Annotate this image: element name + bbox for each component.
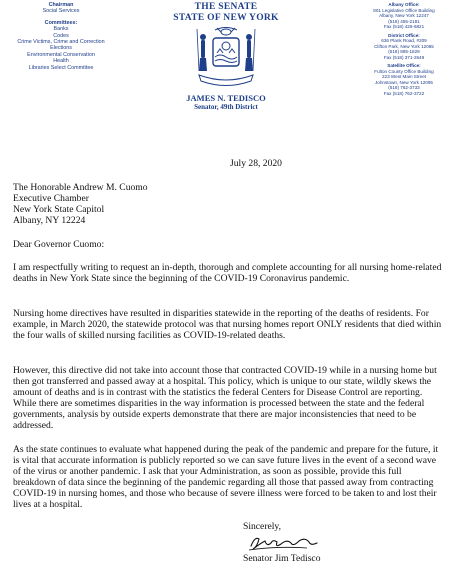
committee-item: Environmental Conservation xyxy=(27,51,95,58)
chairman-heading: Chairman xyxy=(48,2,74,8)
office-line: 636 Plank Road, #209 xyxy=(381,38,427,43)
office-line: Johnstown, New York 12095 xyxy=(375,79,433,85)
committee-item: Banks xyxy=(53,26,69,33)
closing: Sincerely, xyxy=(243,521,282,532)
committee-item: Health xyxy=(53,58,69,65)
letterhead-center xyxy=(138,2,314,111)
paragraph-2: Nursing home directives have resulted in disparities statewide in the reporting of the deaths of residents. For example, in March 2020, the statewide protocol was that nursing homes report ONLY residents that died within the four walls of skilled nursing facilities as COVID-19-related deaths. xyxy=(13,308,442,341)
letterhead-committees xyxy=(2,2,120,71)
senator-district: Senator, 49th District xyxy=(194,103,258,111)
letterhead-offices xyxy=(356,2,452,96)
district-office-heading: District Office: xyxy=(388,32,420,38)
committee-item: Codes xyxy=(53,32,69,39)
office-line: (518) 455-2181 xyxy=(388,18,420,24)
senator-name: JAMES N. TEDISCO xyxy=(186,93,266,103)
letter-date: July 28, 2020 xyxy=(230,158,282,169)
office-line: Albany, New York 12247 xyxy=(379,13,429,18)
handwritten-signature-icon xyxy=(247,533,321,553)
office-line: Fax (518) 426-6821 xyxy=(383,24,425,29)
state-title: STATE OF NEW YORK xyxy=(173,12,279,23)
recipient-line: The Honorable Andrew M. Cuomo xyxy=(13,182,148,193)
office-line: (518) 885-1829 xyxy=(388,49,420,54)
recipient-line: Albany, NY 12224 xyxy=(13,215,86,226)
office-line: 223 West Main Street xyxy=(381,74,427,79)
albany-office-heading: Albany Office: xyxy=(388,2,420,7)
paragraph-3: However, this directive did not take into account those that contracted COVID-19 while in a nursing home but then got transferred and passed away at a hospital. This policy, which is unique to our state, wildly skews the amount of deaths and is in contrast with the statistics the federal Centers for Disease Control are reporting. While there are sometimes disparities in the way information is processed between the state and the federal governments, analysis by outside experts demonstrate that there are major inconsistencies that need to be addressed. xyxy=(13,365,437,431)
recipient-line: Executive Chamber xyxy=(13,193,89,204)
state-seal-icon xyxy=(187,23,265,91)
signature-name: Senator Jim Tedisco xyxy=(243,553,321,564)
salutation: Dear Governor Cuomo: xyxy=(13,239,105,250)
recipient-line: New York State Capitol xyxy=(13,204,105,215)
paragraph-1: I am respectfully writing to request an in-depth, thorough and complete accounting for all nursing home-related deaths in New York State since the beginning of the COVID-19 Coronavirus pandemic. xyxy=(13,262,442,284)
paragraph-4: As the state continues to evaluate what happened during the peak of the pandemic and prepare for the future, it is vital that accurate information is publicly reported so we can save future lives in the event of a second wave of the virus or another pandemic. I ask that your Administration, as soon as possible, provide this full breakdown of data since the beginning of the pandemic regarding all those that passed away from contracting COVID-19 in nursing homes, and those who because of severe illness were forced to be taken to and lost their lives at a hospital. xyxy=(13,444,439,510)
committee-item: Elections xyxy=(50,45,72,52)
committee-item: Libraries Select Committee xyxy=(28,64,94,71)
office-line: (518) 762-3733 xyxy=(388,85,420,90)
chairman-item: Social Services xyxy=(42,8,80,15)
office-line: 801 Legislative Office Building xyxy=(373,7,435,13)
office-line: Fax (518) 371-2649 xyxy=(383,54,425,60)
committees-heading: Committees: xyxy=(44,19,78,26)
recipient-address xyxy=(13,182,443,226)
senate-title: THE SENATE xyxy=(194,2,258,12)
satellite-office-heading: Satellite Office: xyxy=(387,63,421,68)
signature-block xyxy=(243,521,321,564)
office-line: Clifton Park, New York 12065 xyxy=(374,43,434,49)
committee-item: Crime Victims, Crime and Correction xyxy=(17,39,105,46)
office-line: Fax (518) 762-3722 xyxy=(383,90,425,96)
office-line: Fulton County Office Building xyxy=(374,68,434,74)
